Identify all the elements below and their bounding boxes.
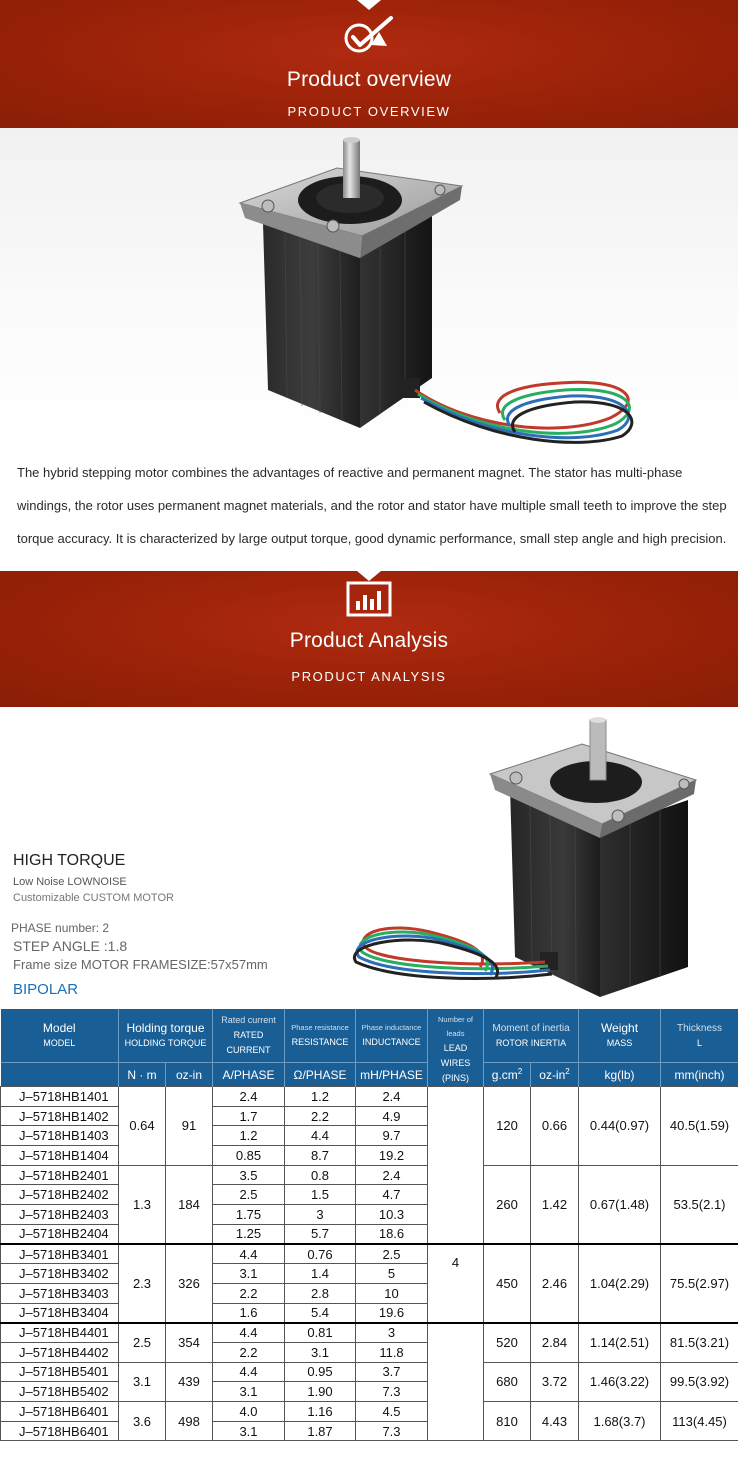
banner-subtitle: PRODUCT ANALYSIS [291,669,447,684]
inductance-cell: 7.3 [356,1421,428,1441]
spec-low-noise: Low Noise LOWNOISE [13,876,127,888]
resistance-cell: 3.1 [285,1342,356,1362]
unit-nm: N · m [119,1063,166,1087]
rotor-inertia-oz: 0.66 [531,1087,579,1166]
lead-wires-cell: 4 [428,1244,484,1323]
rotor-inertia-g: 450 [484,1244,531,1323]
banner-notch [357,571,381,581]
inductance-cell: 3.7 [356,1362,428,1382]
header-holding-torque [119,1009,213,1063]
motor-photo-2 [350,712,738,1004]
unit-mm: mm(inch) [661,1063,738,1087]
model-cell: J–5718HB2403 [1,1205,119,1225]
holding-torque-ozin: 439 [166,1362,213,1401]
inductance-cell: 2.4 [356,1165,428,1185]
holding-torque-nm: 2.3 [119,1244,166,1323]
product-analysis-banner [0,571,738,707]
header-model-cn: Model [42,1020,76,1035]
rotor-inertia-oz: 2.46 [531,1244,579,1323]
mass-cell: 1.68(3.7) [579,1402,661,1441]
inductance-cell: 11.8 [356,1342,428,1362]
unit-ozin2-text: oz-in [539,1068,566,1083]
rated-current-cell: 4.4 [213,1323,285,1343]
header-lead-wires [428,1009,484,1087]
stepper-motor-image [350,712,738,1004]
rotor-inertia-g: 120 [484,1087,531,1166]
inductance-cell: 4.7 [356,1185,428,1205]
model-cell: J–5718HB4401 [1,1323,119,1343]
holding-torque-nm: 2.5 [119,1323,166,1362]
rotor-inertia-g: 520 [484,1323,531,1362]
header-inertia-cn: Moment of inertia [492,1022,570,1034]
model-cell: J–5718HB5402 [1,1382,119,1402]
rated-current-cell: 2.5 [213,1185,285,1205]
header-leads-cn: Number of leads [437,1015,473,1038]
thickness-cell: 40.5(1.59) [661,1087,738,1166]
header-inductance-en: INDUCTANCE [362,1037,421,1048]
header-mass-en: MASS [606,1037,633,1048]
rated-current-cell: 1.75 [213,1205,285,1225]
mass-cell: 0.67(1.48) [579,1165,661,1244]
banner-title: Product overview [286,68,452,91]
model-cell: J–5718HB1403 [1,1126,119,1146]
unit-aphase: A/PHASE [213,1063,285,1087]
mass-cell: 1.46(3.22) [579,1362,661,1401]
resistance-cell: 1.4 [285,1264,356,1284]
table-row [1,1087,738,1107]
spec-frame-size: Frame size MOTOR FRAMESIZE:57x57mm [13,957,268,972]
rotor-inertia-g: 810 [484,1402,531,1441]
table-row [1,1323,738,1343]
resistance-cell: 1.87 [285,1421,356,1441]
resistance-cell: 8.7 [285,1146,356,1166]
lead-wires-cell [428,1087,484,1245]
model-cell: J–5718HB2402 [1,1185,119,1205]
thickness-cell: 53.5(2.1) [661,1165,738,1244]
inductance-cell: 7.3 [356,1382,428,1402]
rated-current-cell: 2.4 [213,1087,285,1107]
resistance-cell: 0.76 [285,1244,356,1264]
rated-current-cell: 3.1 [213,1264,285,1284]
mass-cell: 1.04(2.29) [579,1244,661,1323]
resistance-cell: 3 [285,1205,356,1225]
unit-ozin2-sup: 2 [565,1067,570,1077]
header-resistance-en: RESISTANCE [291,1037,349,1048]
header-rated-cn: Rated current [221,1015,276,1026]
rated-current-cell: 2.2 [213,1283,285,1303]
thickness-cell: 81.5(3.21) [661,1323,738,1362]
holding-torque-ozin: 91 [166,1087,213,1166]
rated-current-cell: 1.6 [213,1303,285,1323]
resistance-cell: 1.2 [285,1087,356,1107]
rated-current-cell: 4.0 [213,1402,285,1422]
resistance-cell: 1.90 [285,1382,356,1402]
inductance-cell: 2.4 [356,1087,428,1107]
holding-torque-nm: 0.64 [119,1087,166,1166]
resistance-cell: 0.8 [285,1165,356,1185]
holding-torque-ozin: 354 [166,1323,213,1362]
model-cell: J–5718HB3403 [1,1283,119,1303]
holding-torque-ozin: 498 [166,1402,213,1441]
header-inductance-cn: Phase inductance [361,1023,422,1033]
unit-blank [1,1063,119,1087]
model-cell: J–5718HB1404 [1,1146,119,1166]
stepper-motor-image [0,128,738,450]
header-weight-cn: Weight [600,1020,639,1035]
check-icon [339,14,399,56]
header-thickness-en: L [697,1037,703,1048]
rated-current-cell: 3.1 [213,1421,285,1441]
header-holding-en: HOLDING TORQUE [124,1037,207,1048]
header-thickness-cn: Thickness [677,1022,723,1034]
rated-current-cell: 1.2 [213,1126,285,1146]
header-model-en: MODEL [43,1037,76,1048]
holding-torque-nm: 3.1 [119,1362,166,1401]
thickness-cell: 75.5(2.97) [661,1244,738,1323]
spec-table [0,1009,738,1441]
spec-headline: HIGH TORQUE [13,852,126,869]
product-description: The hybrid stepping motor combines the advantages of reactive and permanent magnet. The stator has multi-phase windings, the rotor uses permanent magnet materials, and the rotor and stator have multiple small teeth to improve the step torque accuracy. It is characterized by large output torque, good dynamic performance, small step angle and high precision. [17,465,727,546]
thickness-cell: 113(4.45) [661,1402,738,1441]
header-rated-current [213,1009,285,1063]
inductance-cell: 10.3 [356,1205,428,1225]
resistance-cell: 0.81 [285,1323,356,1343]
resistance-cell: 0.95 [285,1362,356,1382]
table-row [1,1244,738,1264]
rotor-inertia-oz: 3.72 [531,1362,579,1401]
inductance-cell: 5 [356,1264,428,1284]
model-cell: J–5718HB3404 [1,1303,119,1323]
inductance-cell: 10 [356,1283,428,1303]
unit-gcm-sup: 2 [517,1067,523,1077]
resistance-cell: 5.7 [285,1224,356,1244]
unit-gcm-text: g.cm [491,1068,518,1083]
spec-step-angle: STEP ANGLE :1.8 [13,938,128,954]
unit-kg: kg(lb) [579,1063,661,1087]
rated-current-cell: 3.1 [213,1382,285,1402]
unit-ohm: Ω/PHASE [285,1063,356,1087]
inductance-cell: 9.7 [356,1126,428,1146]
spec-table-body [1,1087,738,1441]
rated-current-cell: 4.4 [213,1244,285,1264]
holding-torque-nm: 1.3 [119,1165,166,1244]
unit-ozin2 [531,1063,579,1087]
resistance-cell: 1.5 [285,1185,356,1205]
rotor-inertia-g: 260 [484,1165,531,1244]
motor-photo [0,128,738,450]
table-row [1,1362,738,1382]
header-rotor-inertia [484,1009,579,1063]
holding-torque-ozin: 326 [166,1244,213,1323]
model-cell: J–5718HB3401 [1,1244,119,1264]
resistance-cell: 4.4 [285,1126,356,1146]
model-cell: J–5718HB2401 [1,1165,119,1185]
banner-subtitle: PRODUCT OVERVIEW [287,104,451,119]
header-rated-en: RATED CURRENT [226,1030,271,1056]
model-cell: J–5718HB2404 [1,1224,119,1244]
model-cell: J–5718HB5401 [1,1362,119,1382]
resistance-cell: 5.4 [285,1303,356,1323]
holding-torque-nm: 3.6 [119,1402,166,1441]
header-leads-en: LEAD WIRES [440,1043,471,1068]
rotor-inertia-oz: 4.43 [531,1402,579,1441]
unit-gcm2 [484,1063,531,1087]
header-thickness [661,1009,738,1063]
spec-phase: PHASE number: 2 [11,921,110,935]
rotor-inertia-oz: 1.42 [531,1165,579,1244]
model-cell: J–5718HB1401 [1,1087,119,1107]
header-inertia-en: ROTOR INERTIA [495,1037,567,1048]
rated-current-cell: 4.4 [213,1362,285,1382]
unit-mh: mH/PHASE [356,1063,428,1087]
rated-current-cell: 3.5 [213,1165,285,1185]
mass-cell: 1.14(2.51) [579,1323,661,1362]
holding-torque-ozin: 184 [166,1165,213,1244]
inductance-cell: 3 [356,1323,428,1343]
model-cell: J–5718HB6401 [1,1402,119,1422]
inductance-cell: 4.5 [356,1402,428,1422]
inductance-cell: 19.2 [356,1146,428,1166]
banner-title: Product Analysis [289,629,449,652]
thickness-cell: 99.5(3.92) [661,1362,738,1401]
banner-notch [357,0,381,10]
inductance-cell: 19.6 [356,1303,428,1323]
inductance-cell: 4.9 [356,1106,428,1126]
header-leads-pins: (PINS) [442,1073,469,1083]
rated-current-cell: 0.85 [213,1146,285,1166]
rated-current-cell: 2.2 [213,1342,285,1362]
resistance-cell: 1.16 [285,1402,356,1422]
spec-bipolar: BIPOLAR [13,981,79,998]
header-inductance [356,1009,428,1063]
header-model [1,1009,119,1063]
header-mass [579,1009,661,1063]
unit-ozin: oz-in [166,1063,213,1087]
rotor-inertia-g: 680 [484,1362,531,1401]
rotor-inertia-oz: 2.84 [531,1323,579,1362]
inductance-cell: 18.6 [356,1224,428,1244]
rated-current-cell: 1.25 [213,1224,285,1244]
inductance-cell: 2.5 [356,1244,428,1264]
model-cell: J–5718HB6401 [1,1421,119,1441]
product-overview-banner [0,0,738,128]
spec-custom: Customizable CUSTOM MOTOR [13,892,174,904]
mass-cell: 0.44(0.97) [579,1087,661,1166]
lead-wires-cell [428,1323,484,1441]
chart-icon [346,581,392,617]
rated-current-cell: 1.7 [213,1106,285,1126]
header-holding-cn: Holding torque [126,1020,205,1035]
model-cell: J–5718HB4402 [1,1342,119,1362]
model-cell: J–5718HB3402 [1,1264,119,1284]
header-resistance [285,1009,356,1063]
model-cell: J–5718HB1402 [1,1106,119,1126]
table-row [1,1165,738,1185]
resistance-cell: 2.8 [285,1283,356,1303]
header-resistance-cn: Phase resistance [291,1023,349,1033]
table-row [1,1402,738,1422]
resistance-cell: 2.2 [285,1106,356,1126]
